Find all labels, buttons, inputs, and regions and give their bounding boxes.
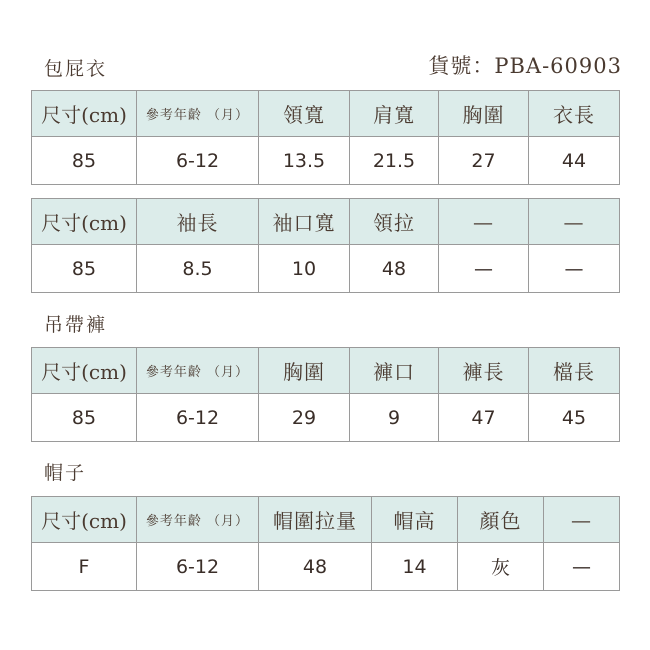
value-cell: — (544, 543, 620, 591)
header-cell: 褲長 (439, 348, 529, 394)
value-cell: 45 (529, 394, 620, 442)
header-cell: 袖口寬 (259, 199, 350, 245)
value-cell: 85 (32, 245, 137, 293)
table-header-row (32, 497, 620, 543)
section-title-hat: 帽子 (44, 462, 87, 484)
value-cell: 6-12 (137, 137, 259, 185)
value-cell: 85 (32, 137, 137, 185)
value-cell: 27 (439, 137, 529, 185)
header-cell: 尺寸(cm) (32, 91, 137, 137)
header-cell: 帽圍拉量 (259, 497, 372, 543)
value-cell: 14 (372, 543, 458, 591)
value-cell: 6-12 (137, 394, 259, 442)
header-cell: 胸圍 (259, 348, 350, 394)
header-cell: — (529, 199, 620, 245)
header-cell: 帽高 (372, 497, 458, 543)
header-cell: 褲口 (350, 348, 439, 394)
value-cell: F (32, 543, 137, 591)
header-cell: 檔長 (529, 348, 620, 394)
value-cell: 48 (259, 543, 372, 591)
section-title-bodysuit: 包屁衣 (44, 58, 108, 80)
value-cell: 8.5 (137, 245, 259, 293)
value-cell: 6-12 (137, 543, 259, 591)
header-cell: — (439, 199, 529, 245)
value-cell: 13.5 (259, 137, 350, 185)
header-cell: 參考年齡 （月） (137, 348, 259, 394)
value-cell: 29 (259, 394, 350, 442)
header-cell: 衣長 (529, 91, 620, 137)
header-cell: 尺寸(cm) (32, 497, 137, 543)
value-cell: 21.5 (350, 137, 439, 185)
value-cell: 85 (32, 394, 137, 442)
header-cell: — (544, 497, 620, 543)
table-row (32, 245, 620, 293)
section-title-overalls: 吊帶褲 (44, 314, 108, 336)
header-cell: 參考年齡 （月） (137, 91, 259, 137)
table-header-row (32, 348, 620, 394)
header-cell: 尺寸(cm) (32, 199, 137, 245)
table-row (32, 394, 620, 442)
table-header-row (32, 199, 620, 245)
value-cell: 47 (439, 394, 529, 442)
value-cell: 灰 (458, 543, 544, 591)
size-table-bodysuit-2 (31, 198, 620, 293)
value-cell: 44 (529, 137, 620, 185)
table-row (32, 543, 620, 591)
header-cell: 領拉 (350, 199, 439, 245)
value-cell: — (439, 245, 529, 293)
size-table-overalls (31, 347, 620, 442)
header-cell: 肩寬 (350, 91, 439, 137)
header-cell: 尺寸(cm) (32, 348, 137, 394)
value-cell: 48 (350, 245, 439, 293)
table-row (32, 137, 620, 185)
value-cell: — (529, 245, 620, 293)
header-cell: 領寬 (259, 91, 350, 137)
value-cell: 10 (259, 245, 350, 293)
header-cell: 胸圍 (439, 91, 529, 137)
size-table-hat (31, 496, 620, 591)
header-cell: 袖長 (137, 199, 259, 245)
product-code: 貨號：PBA-60903 (428, 54, 622, 78)
header-cell: 參考年齡 （月） (137, 497, 259, 543)
size-table-bodysuit-1 (31, 90, 620, 185)
value-cell: 9 (350, 394, 439, 442)
table-header-row (32, 91, 620, 137)
header-cell: 顏色 (458, 497, 544, 543)
